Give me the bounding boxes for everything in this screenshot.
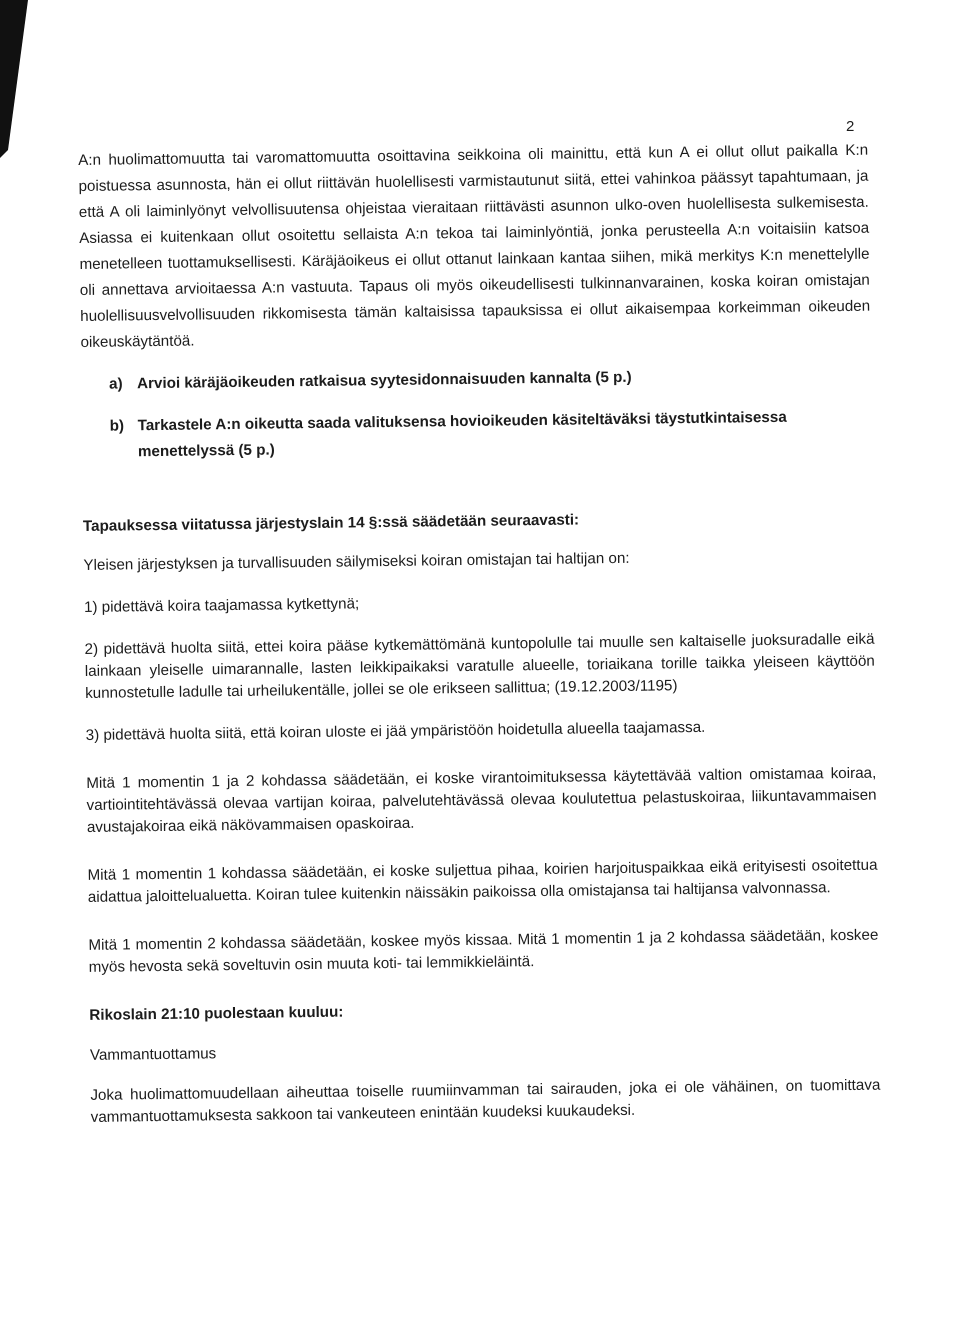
law14-paragraph: Mitä 1 momentin 1 kohdassa säädetään, ei koske suljettua pihaa, koirien harjoituspaikkaa eikä erityisesti osoitettua aidattua jaloittelualuetta. Koiran tulee kuitenkin näissäkin paikoissa olla omistajansa tai haltijansa valvonnassa. — [87, 856, 878, 906]
question-label: b) — [109, 417, 125, 435]
page-number: 2 — [846, 118, 855, 135]
law14-item-2: 2) pidettävä huolta siitä, ettei koira pääse kytkemättömänä kuntopolulle tai muulle sen kaltaiselle juoksuradalle eikä lainkaan yleiselle uimarannalle, lasten leikkipaikaksi varatulle alueelle, toriaikana torille taikka yleiseen käyttöön kunnostetulle ladulle tai urheilukentälle, jollei se ole erikseen sallittua; (19.12.2003/1195) — [84, 630, 875, 702]
question-a — [81, 362, 871, 398]
law14-paragraph: Mitä 1 momentin 1 ja 2 kohdassa säädetään, ei koske virantoimituksessa käytettävää valtion omistamaa koiraa, vartiointitehtävässä olevaa vartijan koiraa, palvelutehtävässä olevaa koulutettua pelastuskoiraa, liikuntavammaisen avustajakoiraa eikä näkövammaisen opaskoiraa. — [86, 764, 877, 836]
question-text: Tarkastele A:n oikeutta saada valituksensa hovioikeuden käsiteltäväksi täystutkintaisessa menettelyssä (5 p.) — [137, 408, 787, 461]
law14-heading: Tapauksessa viitatussa järjestyslain 14 §:ssä säädetään seuraavasti: — [82, 511, 580, 535]
law14-intro: Yleisen järjestyksen ja turvallisuuden säilymiseksi koiran omistajan tai haltijan on: — [83, 549, 630, 574]
law14-paragraph: Mitä 1 momentin 2 kohdassa säädetään, koskee myös kissaa. Mitä 1 momentin 1 ja 2 kohdassa säädetään, koskee myös hevosta sekä soveltuvin osin muuta koti- tai lemmikkieläintä. — [88, 926, 879, 976]
document-body — [78, 138, 881, 1129]
law14-item-1: 1) pidettävä koira taajamassa kytkettynä; — [83, 595, 360, 616]
rikoslaki-text: Joka huolimattomuudellaan aiheuttaa toiselle ruumiinvamman tai sairauden, joka ei ole vähäinen, on tuomittava vammantuottamuksesta sakkoon tai vankeuteen enintään kuudeksi kuukaudeksi. — [90, 1076, 881, 1126]
question-label: a) — [108, 375, 123, 393]
scan-edge-mark — [0, 0, 40, 160]
law14-item-3: 3) pidettävä huolta siitä, että koiran uloste ei jää ympäristöön hoidetulla alueella taajamassa. — [85, 718, 706, 744]
case-paragraph: A:n huolimattomuutta tai varomattomuutta osoittavina seikkoina oli mainittu, että kun A ei ollut ollut paikalla K:n poistuessa asunnosta, hän ei ollut riittävän huolellisesti varmistautunut siitä, ettei vahinkoa päässyt tapahtumaan, ja että A oli laiminlyönyt velvollisuutensa ohjeistaa vieraitaan riittävästi asunnon ulko-oven huolellisesta sulkemisesta. Asiassa ei kuitenkaan ollut osoitettu sellaista A:n tekoa tai laiminlyöntiä, jonka perusteella A:n voitaisiin katsoa menetelleen tuottamuksellisesti. Käräjäoikeus ei ollut ottanut lainkaan kantaa siihen, mikä merkitys K:n menettelylle oli annettava arvioitaessa A:n vastuuta. Tapaus oli myös oikeudellisesti tulkinnanvarainen, koska koiran omistajan huolellisuusvelvollisuuden rikkomisesta tämän kaltaisissa tapauksissa ei ollut aikaisempaa korkeimman oikeuden oikeuskäytäntöä. — [78, 141, 871, 351]
question-b — [81, 404, 872, 466]
rikoslaki-title: Vammantuottamus — [89, 1045, 217, 1064]
question-text: Arvioi käräjäoikeuden ratkaisua syytesidonnaisuuden kannalta (5 p.) — [136, 368, 632, 393]
rikoslaki-heading: Rikoslain 21:10 puolestaan kuuluu: — [89, 1003, 344, 1024]
